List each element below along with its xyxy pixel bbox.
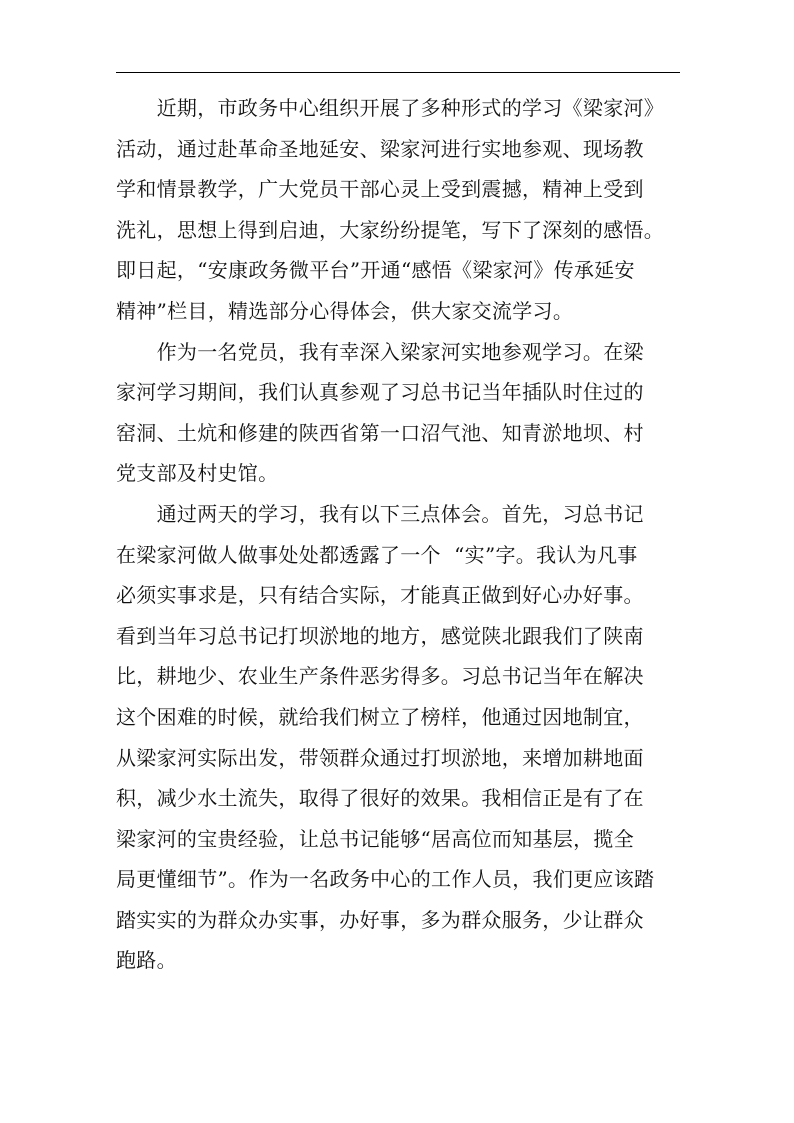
text-line: 家河学习期间，我们认真参观了习总书记当年插队时住过的 [116,380,644,405]
text-line: 看到当年习总书记打坝淤地的地方，感觉陕北跟我们了陕南 [116,623,644,648]
text-line: 作为一名党员，我有幸深入梁家河实地参观学习。在梁 [116,339,644,364]
text-line: 从梁家河实际出发，带领群众通过打坝淤地，来增加耕地面 [116,745,644,770]
header-rule [116,72,680,73]
paragraph-2 [116,332,686,494]
text-line: 局更懂细节”。作为一名政务中心的工作人员，我们更应该踏 [116,867,655,892]
text-line: 精神”栏目，精选部分心得体会，供大家交流学习。 [116,298,574,323]
text-line: 积，减少水土流失，取得了很好的效果。我相信正是有了在 [116,786,644,811]
text-line: 比，耕地少、农业生产条件恶劣得多。习总书记当年在解决 [116,664,644,689]
text-line: 在梁家河做人做事处处都透露了一个 “实”字。我认为凡事 [116,542,638,567]
text-line: 必须实事求是，只有结合实际，才能真正做到好心办好事。 [116,583,644,608]
text-line: 洗礼，思想上得到启迪，大家纷纷提笔，写下了深刻的感悟。 [116,217,665,242]
text-line: 窑洞、土炕和修建的陕西省第一口沼气池、知青淤地坝、村 [116,420,644,445]
document-body [116,88,686,981]
text-line: 梁家河的宝贵经验，让总书记能够“居高位而知基层，揽全 [116,826,635,851]
text-line: 即日起，“安康政务微平台”开通“感悟《梁家河》传承延安 [116,258,635,283]
text-line: 活动，通过赴革命圣地延安、梁家河进行实地参观、现场教 [116,136,644,161]
paragraph-1 [116,88,686,332]
paragraph-3 [116,494,686,981]
text-line: 近期，市政务中心组织开展了多种形式的学习《梁家河》 [116,96,665,120]
text-line: 跑路。 [116,948,177,973]
text-line: 这个困难的时候，就给我们树立了榜样，他通过因地制宜， [116,704,644,729]
text-line: 踏实实的为群众办实事，办好事，多为群众服务，少让群众 [116,907,644,932]
text-line: 党支部及村史馆。 [116,461,279,486]
text-line: 学和情景教学，广大党员干部心灵上受到震撼，精神上受到 [116,177,644,202]
text-line: 通过两天的学习，我有以下三点体会。首先，习总书记 [116,501,644,526]
